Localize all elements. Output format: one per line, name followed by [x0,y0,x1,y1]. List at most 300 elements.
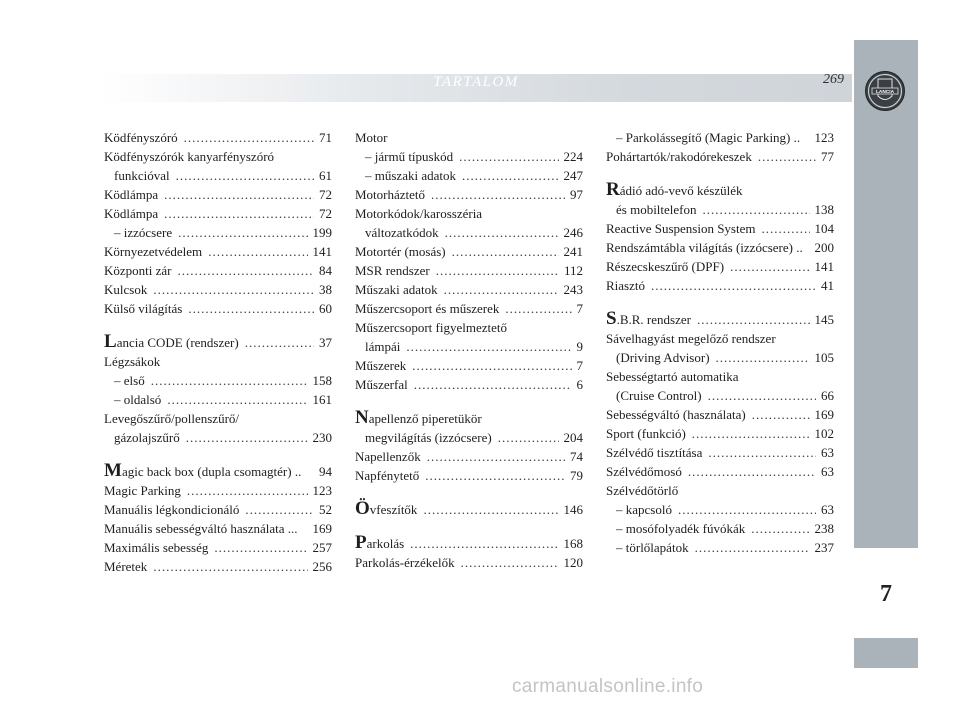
index-entry-page: 238 [814,521,834,536]
index-entry-text [104,538,208,557]
index-entry-line [104,166,332,185]
index-entry [606,538,834,557]
index-entry-text [104,280,147,299]
index-entry-text [355,299,499,318]
index-entry-text [355,533,404,553]
index-entry-label: vfeszítők [369,502,418,517]
index-entry-line [606,309,834,329]
index-entry-text [606,405,746,424]
index-entry-label: Motorkódok/karosszéria [355,206,483,221]
index-entry-text [606,309,691,329]
index-entry-page: 6 [576,377,583,392]
index-entry [606,309,834,329]
index-entry-label: – törlőlapátok [616,540,689,555]
dot-leader [214,538,307,557]
index-entry-line [355,223,583,242]
dot-leader [412,356,571,375]
index-entry-text [616,348,710,367]
index-entry [606,238,834,257]
index-entry-text [114,371,145,390]
index-entry-label: Sebességváltó (használata) [606,407,746,422]
index-entry-text [355,375,408,394]
index-entry-label: Maximális sebesség [104,540,209,555]
index-entry-line [355,375,583,394]
index-entry-line [104,390,332,409]
index-entry [104,519,332,538]
dot-leader [708,443,816,462]
index-entry-text [606,443,702,462]
index-entry-text [355,204,482,223]
index-entry-label: Légzsákok [104,354,161,369]
index-entry-text [114,166,170,185]
index-entry [355,499,583,519]
index-entry-line [355,318,583,337]
index-entry-label: Napfénytető [355,468,420,483]
page-title: TARTALOM [433,74,519,90]
index-entry-line [104,185,332,204]
index-entry-page: 141 [814,259,834,274]
index-entry-label: Részecskeszűrő (DPF) [606,259,725,274]
index-entry-page: 38 [319,282,332,297]
index-entry-page: 243 [563,282,583,297]
index-entry [355,299,583,318]
index-entry [606,462,834,481]
index-entry-label: Szélvédőmosó [606,464,682,479]
index-entry-line [606,367,834,386]
index-entry-line [104,261,332,280]
index-entry-label: Motor [355,130,388,145]
index-entry-label: Ködfényszórók kanyarfényszóró [104,149,275,164]
index-entry-page: 256 [312,559,332,574]
index-entry-label: – jármű típuskód [365,149,454,164]
index-entry-page: 168 [563,536,583,551]
index-entry-text [365,223,439,242]
index-entry-label: MSR rendszer [355,263,430,278]
index-entry-line [104,481,332,500]
index-entry-label: Levegőszűrő/pollenszűrő/ [104,411,240,426]
index-entry-page: 105 [814,350,834,365]
index-entry-line [606,219,834,238]
index-entry-line [355,499,583,519]
dot-leader [164,185,314,204]
dot-leader [425,466,565,485]
index-entry-text [365,147,453,166]
section-initial: M [104,460,122,481]
index-entry-line [104,519,332,538]
index-entry-page: 63 [821,502,834,517]
index-entry-line [355,128,583,147]
index-entry-line [104,242,332,261]
index-entry-line [606,500,834,519]
index-entry-line [355,447,583,466]
index-entry-line [104,352,332,371]
index-entry [355,185,583,204]
index-entry [104,128,332,147]
index-entry-text [355,318,507,337]
index-entry-text [355,242,446,261]
index-entry-text [616,200,697,219]
index-entry-text [365,428,492,447]
index-entry-line [104,500,332,519]
dot-leader [708,386,816,405]
index-entry-text [616,386,702,405]
index-entry-line [606,348,834,367]
index-entry-page: 94 [319,464,332,479]
dot-leader [651,276,816,295]
index-entry-page: 204 [563,430,583,445]
index-entry-label: Magic Parking [104,483,181,498]
index-entry-text [365,166,456,185]
index-entry-label: Sport (funkció) [606,426,686,441]
index-entry [606,519,834,538]
dot-leader [167,390,307,409]
index-entry-label: Környezetvédelem [104,244,203,259]
index-entry-line [606,128,834,147]
index-entry [104,371,332,390]
index-entry-text [355,356,406,375]
index-entry-line [104,461,332,481]
index-entry-label: Riasztó [606,278,645,293]
page-number: 269 [823,72,844,87]
index-entry-label: – Parkolássegítő (Magic Parking) .. [616,130,801,145]
index-entry-text [104,481,181,500]
index-entry-text [616,519,745,538]
index-entry-text [616,538,689,557]
index-entry-label: Sávelhagyást megelőző rendszer [606,331,776,346]
index-entry-line [104,280,332,299]
index-entry-page: 257 [312,540,332,555]
index-entry-page: 141 [312,244,332,259]
index-entry-line [104,223,332,242]
index-entry-text [114,428,180,447]
index-entry-page: 72 [319,187,332,202]
index-entry-page: 60 [319,301,332,316]
index-entry [104,538,332,557]
index-entry-label: Kulcsok [104,282,148,297]
dot-leader [452,242,559,261]
index-entry-text [114,390,161,409]
index-entry-page: 102 [814,426,834,441]
index-entry-page: 237 [814,540,834,555]
dot-leader [153,280,314,299]
dot-leader [436,261,559,280]
index-entry [104,147,332,185]
index-entry [355,447,583,466]
index-entry-line [104,128,332,147]
dot-leader [678,500,816,519]
logo-text: LANCIA [875,89,895,95]
index-entry [355,147,583,166]
index-entry-page: 169 [814,407,834,422]
watermark: carmanualsonline.info [512,676,704,697]
index-entry-page: 230 [312,430,332,445]
index-entry-line [606,180,834,200]
index-entry-label: változatkódok [365,225,439,240]
index-entry-label: megvilágítás (izzócsere) [365,430,492,445]
index-entry-line [355,147,583,166]
index-entry-label: – első [114,373,145,388]
dot-leader [208,242,307,261]
index-entry [104,557,332,576]
index-entry-label: Külső világítás [104,301,183,316]
dot-leader [445,223,559,242]
index-entry [606,180,834,219]
index-entry-label: – műszaki adatok [365,168,456,183]
index-entry-label: Központi zár [104,263,172,278]
index-entry-line [355,299,583,318]
index-entry [606,257,834,276]
lancia-logo [864,70,906,112]
dot-leader [697,310,810,329]
index-entry [104,185,332,204]
index-entry-label: Szélvédő tisztítása [606,445,703,460]
section-initial: Ö [355,498,370,519]
index-entry-text [616,128,800,147]
index-entry-text [355,447,421,466]
index-entry-line [606,443,834,462]
index-entry [104,352,332,371]
index-entry-text [606,147,752,166]
index-entry-label: Műszerfal [355,377,408,392]
index-entry-page: 84 [319,263,332,278]
index-entry-text [104,299,182,318]
dot-leader [178,223,307,242]
index-entry-line [606,147,834,166]
index-entry-line [606,276,834,295]
index-entry [104,242,332,261]
index-entry-line [104,299,332,318]
dot-leader [187,481,308,500]
index-entry-page: 104 [814,221,834,236]
index-entry-page: 79 [570,468,583,483]
dot-leader [716,348,810,367]
index-entry-line [355,337,583,356]
index-entry-text [104,500,239,519]
index-entry-text [355,408,482,428]
index-entry-page: 145 [814,312,834,327]
index-entry-text [606,219,756,238]
index-entry-line [606,462,834,481]
index-entry-label: Motortér (mosás) [355,244,446,259]
index-entry-page: 112 [563,263,583,278]
dot-leader [688,462,816,481]
index-entry-line [606,257,834,276]
index-entry-text [606,257,724,276]
dot-leader [703,200,810,219]
index-entry-text [104,261,172,280]
index-entry-line [104,538,332,557]
index-entry-label: Manuális sebességváltó használata ... [104,521,298,536]
index-entry-page: 224 [563,149,583,164]
index-entry-text [104,352,160,371]
index-entry [104,299,332,318]
index-entry-line [355,356,583,375]
index-entry [355,553,583,572]
dot-leader [762,219,810,238]
dot-leader [444,280,559,299]
index-entry-page: 9 [576,339,583,354]
index-entry [606,367,834,405]
index-entry-page: 74 [570,449,583,464]
dot-leader [153,557,307,576]
dot-leader [245,333,314,352]
index-entry-line [355,553,583,572]
index-entry [104,409,332,447]
index-entry [355,280,583,299]
index-entry-page: 41 [821,278,834,293]
index-entry-text [606,180,742,200]
index-entry-line [104,557,332,576]
index-entry-line [355,280,583,299]
dot-leader [692,424,810,443]
index-entry-text [606,462,682,481]
dot-leader [176,166,314,185]
index-entry [606,424,834,443]
index-entry-label: Ködfényszóró [104,130,178,145]
index-entry [355,128,583,147]
index-entry-line [104,371,332,390]
dot-leader [184,128,314,147]
index-entry [355,204,583,242]
dot-leader [751,519,809,538]
index-entry-page: 77 [821,149,834,164]
dot-leader [498,428,559,447]
index-entry [104,261,332,280]
index-entry-label: Rendszámtábla világítás (izzócsere) .. [606,240,803,255]
index-entry-page: 63 [821,445,834,460]
index-entry-text [355,499,417,519]
index-entry-label: (Driving Advisor) [616,350,710,365]
index-entry-line [104,428,332,447]
index-entry-label: ancia CODE (rendszer) [116,335,239,350]
index-column-3 [606,128,834,557]
index-entry-label: agic back box (dupla csomagtér) .. [121,464,302,479]
index-entry-text [104,557,147,576]
dot-leader [178,261,314,280]
chapter-number: 7 [880,581,892,607]
index-entry-label: funkcióval [114,168,170,183]
index-entry-line [104,204,332,223]
index-entry-line [606,519,834,538]
index-entry-text [606,481,678,500]
index-entry [355,242,583,261]
index-entry-line [606,386,834,405]
index-entry-text [616,500,672,519]
index-entry-line [355,408,583,428]
index-entry-text [104,519,298,538]
dot-leader [427,447,565,466]
dot-leader [414,375,572,394]
dot-leader [462,166,559,185]
index-entry [606,443,834,462]
index-entry-label: Reactive Suspension System [606,221,756,236]
dot-leader [410,534,558,553]
index-column-1 [104,128,332,576]
index-entry-text [104,185,158,204]
index-entry [355,408,583,447]
index-entry-label: Sebességtartó automatika [606,369,739,384]
index-entry-line [104,147,332,166]
index-entry-page: 146 [563,502,583,517]
header-band [100,74,852,102]
index-entry-label: Műszaki adatok [355,282,438,297]
index-entry [104,481,332,500]
index-entry-text [104,409,239,428]
index-entry [355,466,583,485]
index-entry-page: 169 [312,521,332,536]
index-entry [355,375,583,394]
index-entry [606,219,834,238]
index-entry-line [355,466,583,485]
dot-leader [695,538,810,557]
index-entry-page: 199 [312,225,332,240]
index-entry-text [606,276,645,295]
dot-leader [188,299,314,318]
index-entry-text [355,185,425,204]
index-entry-text [104,242,202,261]
index-entry [355,318,583,356]
index-entry-text [104,147,274,166]
index-entry-page: 66 [821,388,834,403]
index-entry-label: Műszercsoport és műszerek [355,301,500,316]
index-entry-page: 200 [814,240,834,255]
index-entry-text [355,128,388,147]
index-entry-page: 241 [563,244,583,259]
index-entry-page: 138 [814,202,834,217]
index-entry-line [606,200,834,219]
section-initial: L [104,331,117,352]
index-entry-page: 247 [563,168,583,183]
index-entry-text [365,337,400,356]
dot-leader [730,257,809,276]
index-entry-label: Méretek [104,559,148,574]
index-entry-label: Ködlámpa [104,206,159,221]
index-entry-line [606,538,834,557]
index-entry [355,261,583,280]
index-entry-page: 7 [576,301,583,316]
index-entry-label: (Cruise Control) [616,388,702,403]
index-entry [606,147,834,166]
index-entry-text [606,329,776,348]
index-entry [104,223,332,242]
index-entry-text [606,424,686,443]
index-entry [606,276,834,295]
index-entry-label: Műszerek [355,358,407,373]
index-entry [355,166,583,185]
chapter-tab [854,548,918,638]
index-entry-label: Parkolás-érzékelők [355,555,455,570]
index-entry-page: 97 [570,187,583,202]
index-entry-label: apellenző piperetükör [368,411,482,426]
index-entry [104,280,332,299]
index-entry-line [355,533,583,553]
index-entry [104,332,332,352]
index-entry-text [104,204,158,223]
index-entry-page: 120 [563,555,583,570]
index-entry-line [355,166,583,185]
index-entry-page: 246 [563,225,583,240]
index-entry-line [104,409,332,428]
index-entry-label: Motorháztető [355,187,426,202]
index-entry [606,405,834,424]
index-entry-line [606,405,834,424]
index-entry-text [104,332,239,352]
index-entry-text [606,238,803,257]
index-entry-label: és mobiltelefon [616,202,697,217]
dot-leader [758,147,816,166]
index-entry-page: 63 [821,464,834,479]
index-entry-page: 61 [319,168,332,183]
